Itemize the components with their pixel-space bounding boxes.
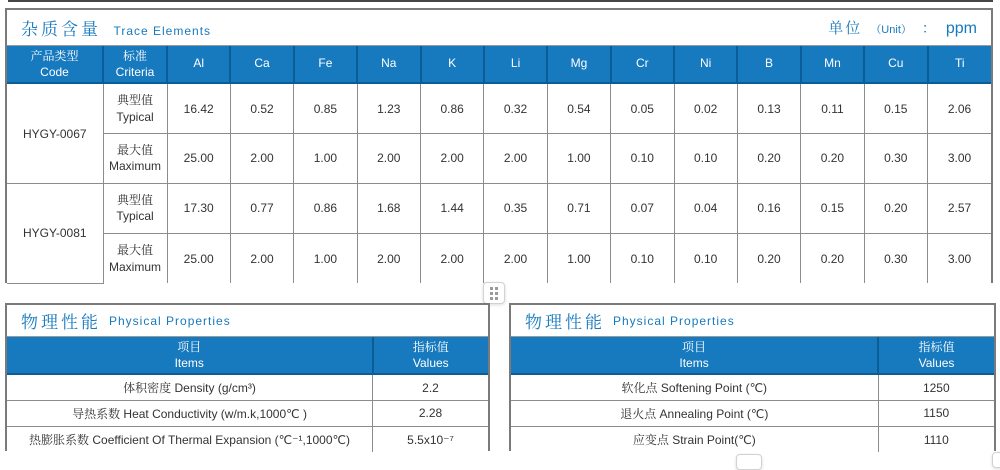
physical-properties-right-table: [511, 337, 994, 452]
item-cell: 退火点 Annealing Point (℃): [511, 400, 878, 426]
value-cell: 0.11: [801, 83, 864, 133]
value-cell: 1.00: [294, 133, 357, 183]
column-header-element: Ti: [928, 46, 992, 83]
column-header-items: [511, 337, 878, 374]
value-cell: 25.00: [167, 233, 230, 283]
value-cell: 0.20: [864, 183, 927, 233]
unit-label-zh: 单位: [828, 20, 863, 37]
item-cell: 体积密度 Density (g/cm³): [7, 374, 373, 400]
drag-handle-corner-icon[interactable]: [992, 452, 1000, 468]
column-header-element: Fe: [294, 46, 357, 83]
item-cell: 应变点 Strain Point(℃): [511, 426, 878, 452]
column-header-values-en: Values: [412, 356, 449, 371]
value-cell: 3.00: [928, 233, 992, 283]
criteria-cell: [103, 83, 167, 133]
physical-data-row: [7, 374, 488, 400]
criteria-label-en: Typical: [116, 109, 154, 124]
product-code-cell: HYGY-0067: [7, 83, 103, 183]
value-cell: 2.06: [928, 83, 992, 133]
value-cell: 0.86: [294, 183, 357, 233]
phys-header-row: [511, 337, 994, 374]
section-title-zh: 杂质含量: [21, 20, 101, 39]
value-cell: 0.54: [547, 83, 610, 133]
value-cell: 0.71: [547, 183, 610, 233]
value-cell: 0.16: [737, 183, 800, 233]
column-header-element: B: [737, 46, 800, 83]
column-header-element: Ni: [674, 46, 737, 83]
criteria-cell: [103, 133, 167, 183]
value-cell: 1.00: [547, 133, 610, 183]
value-cell: 1.44: [421, 183, 484, 233]
column-header-element: Na: [357, 46, 420, 83]
physical-data-row: [7, 400, 488, 426]
criteria-label-zh: 最大值: [116, 243, 153, 258]
column-header-items: [7, 337, 373, 374]
value-cell: 2.00: [421, 133, 484, 183]
column-header-element: Li: [484, 46, 547, 83]
value-cell: 1.00: [294, 233, 357, 283]
value-cell: 0.04: [674, 183, 737, 233]
trace-data-row: [7, 233, 991, 283]
column-header-items-zh: 项目: [682, 340, 707, 354]
value-cell: 1110: [878, 426, 994, 452]
unit-colon: ：: [921, 20, 936, 36]
value-cell: 2.28: [373, 400, 488, 426]
physical-data-row: [511, 374, 994, 400]
column-header-element: K: [421, 46, 484, 83]
drag-handle-bottom-icon[interactable]: [736, 454, 762, 470]
value-cell: 0.07: [611, 183, 674, 233]
column-header-criteria-zh: 标准: [122, 49, 147, 63]
product-code-cell: HYGY-0081: [7, 183, 103, 283]
value-cell: 1.23: [357, 83, 420, 133]
physical-data-row: [511, 400, 994, 426]
value-cell: 2.57: [928, 183, 992, 233]
value-cell: 5.5x10⁻⁷: [373, 426, 488, 452]
column-header-values-en: Values: [918, 356, 955, 371]
value-cell: 0.30: [864, 133, 927, 183]
trace-elements-table: [7, 46, 991, 284]
value-cell: 0.20: [737, 133, 800, 183]
value-cell: 17.30: [167, 183, 230, 233]
column-header-criteria-en: Criteria: [115, 65, 155, 80]
trace-title-row: [7, 10, 991, 46]
column-header-values: [373, 337, 488, 374]
column-header-element: Mn: [801, 46, 864, 83]
trace-data-row: [7, 183, 991, 233]
value-cell: 1.00: [547, 233, 610, 283]
value-cell: 25.00: [167, 133, 230, 183]
item-cell: 导热系数 Heat Conductivity (w/m.k,1000℃ ): [7, 400, 373, 426]
value-cell: 0.77: [230, 183, 293, 233]
item-cell: 热膨胀系数 Coefficient Of Thermal Expansion (℃⁻¹,1000℃): [7, 426, 373, 452]
physical-data-row: [511, 426, 994, 452]
value-cell: 2.2: [373, 374, 488, 400]
value-cell: 2.00: [421, 233, 484, 283]
column-header-element: Mg: [547, 46, 610, 83]
value-cell: 0.15: [801, 183, 864, 233]
value-cell: 16.42: [167, 83, 230, 133]
value-cell: 0.10: [611, 233, 674, 283]
section-title-zh: 物理性能: [525, 313, 605, 332]
value-cell: 3.00: [928, 133, 992, 183]
value-cell: 0.32: [484, 83, 547, 133]
value-cell: 0.10: [674, 233, 737, 283]
criteria-cell: [103, 233, 167, 283]
physical-properties-left-section: [5, 303, 490, 451]
grip-dots-icon: [490, 287, 498, 300]
criteria-cell: [103, 183, 167, 233]
value-cell: 2.00: [484, 233, 547, 283]
value-cell: 2.00: [357, 233, 420, 283]
criteria-label-zh: 典型值: [116, 193, 153, 208]
criteria-label-en: Maximum: [108, 159, 161, 174]
criteria-label-en: Maximum: [108, 259, 161, 274]
phys-right-title-row: [511, 305, 994, 337]
section-title-en: Physical Properties: [109, 313, 231, 328]
value-cell: 0.85: [294, 83, 357, 133]
top-divider: [8, 0, 993, 2]
trace-data-row: [7, 83, 991, 133]
column-header-code-en: Code: [40, 65, 69, 80]
column-header-criteria: [103, 46, 167, 83]
column-header-values: [878, 337, 994, 374]
criteria-label-zh: 最大值: [116, 143, 153, 158]
value-cell: 0.13: [737, 83, 800, 133]
value-cell: 0.15: [864, 83, 927, 133]
column-header-code: [7, 46, 103, 83]
column-header-items-zh: 项目: [177, 340, 202, 354]
value-cell: 0.20: [737, 233, 800, 283]
value-cell: 0.52: [230, 83, 293, 133]
column-header-items-en: Items: [679, 356, 709, 371]
value-cell: 0.35: [484, 183, 547, 233]
criteria-label-en: Typical: [116, 209, 154, 224]
section-title-zh: 物理性能: [21, 313, 101, 332]
value-cell: 2.00: [357, 133, 420, 183]
value-cell: 2.00: [230, 133, 293, 183]
unit-label: [828, 17, 977, 38]
physical-properties-right-section: [509, 303, 996, 451]
column-header-element: Ca: [230, 46, 293, 83]
column-header-code-zh: 产品类型: [30, 49, 79, 63]
phys-header-row: [7, 337, 488, 374]
value-cell: 1250: [878, 374, 994, 400]
value-cell: 2.00: [484, 133, 547, 183]
value-cell: 0.30: [864, 233, 927, 283]
criteria-label-zh: 典型值: [116, 93, 153, 108]
column-header-values-zh: 指标值: [918, 340, 955, 354]
trace-elements-section: [5, 8, 993, 283]
value-cell: 0.02: [674, 83, 737, 133]
column-header-element: Cu: [864, 46, 927, 83]
physical-data-row: [7, 426, 488, 452]
physical-properties-left-table: [7, 337, 488, 452]
section-title: [21, 15, 211, 40]
trace-data-row: [7, 133, 991, 183]
column-header-element: Al: [167, 46, 230, 83]
section-title-en: Physical Properties: [613, 313, 735, 328]
value-cell: 0.05: [611, 83, 674, 133]
value-cell: 0.86: [421, 83, 484, 133]
value-cell: 0.10: [611, 133, 674, 183]
value-cell: 0.10: [674, 133, 737, 183]
column-header-items-en: Items: [174, 356, 204, 371]
column-header-element: Cr: [611, 46, 674, 83]
drag-handle-icon[interactable]: [483, 282, 505, 304]
item-cell: 软化点 Softening Point (℃): [511, 374, 878, 400]
value-cell: 0.20: [801, 133, 864, 183]
section-title-en: Trace Elements: [113, 24, 212, 38]
value-cell: 0.20: [801, 233, 864, 283]
column-header-values-zh: 指标值: [412, 340, 449, 354]
phys-left-title-row: [7, 305, 488, 337]
trace-header-row: [7, 46, 991, 83]
value-cell: 2.00: [230, 233, 293, 283]
value-cell: 1.68: [357, 183, 420, 233]
value-cell: 1150: [878, 400, 994, 426]
unit-label-en: （Unit）: [870, 24, 912, 36]
unit-value: ppm: [945, 20, 977, 37]
